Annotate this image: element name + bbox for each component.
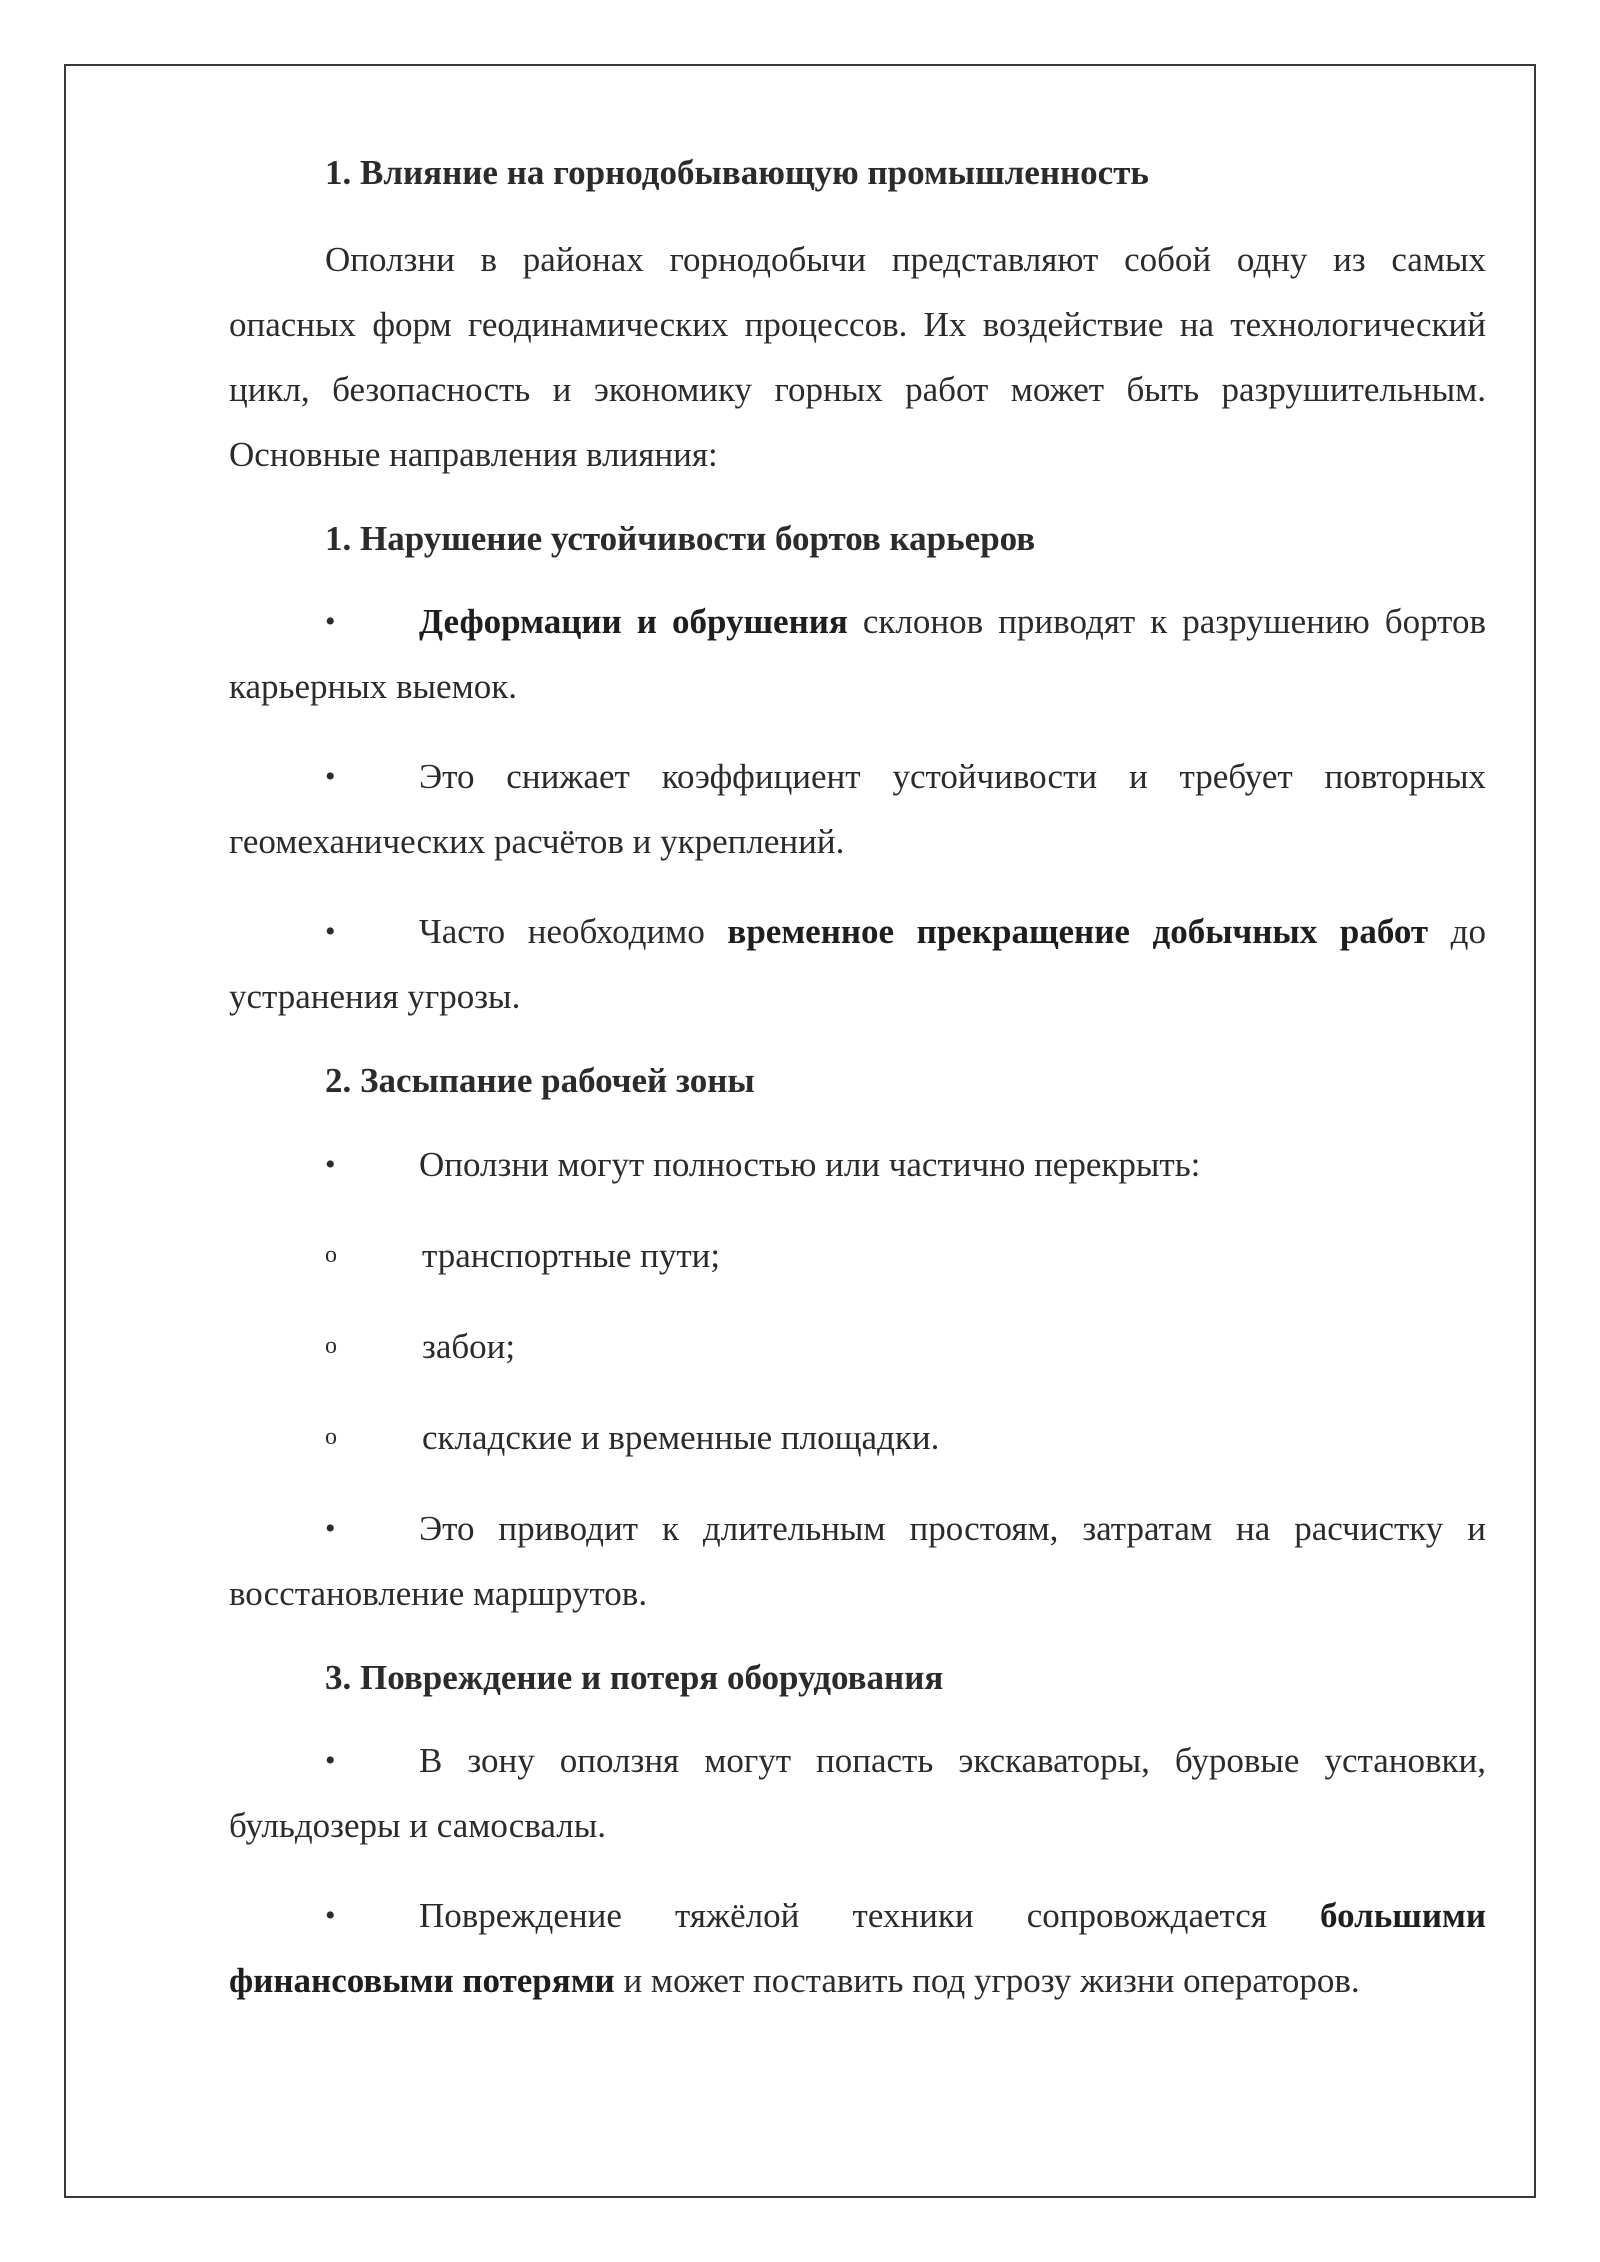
- bullet-text: и может поставить под угрозу жизни операторов.: [614, 1961, 1360, 2000]
- sub-list-text: транспортные пути;: [422, 1235, 721, 1275]
- subsection-heading-3: 3. Повреждение и потеря оборудования: [325, 1657, 944, 1697]
- sub-bullet-marker: o: [325, 1423, 337, 1450]
- bullet-bold-text: временное прекращение добычных работ: [727, 912, 1429, 951]
- bullet-item: [229, 1132, 1486, 1197]
- bullet-item: [229, 744, 1486, 874]
- bullet-item: [229, 1496, 1486, 1626]
- bullet-text: Это приводит к длительным простоям, затратам на расчистку и восстановление маршрутов.: [229, 1508, 1486, 1613]
- sub-list-item: [229, 1223, 1486, 1288]
- bullet-text: В зону оползня могут попасть экскаваторы, буровые установки, бульдозеры и самосвалы.: [229, 1741, 1486, 1845]
- bullet-item: [229, 1728, 1486, 1858]
- bullet-item: [229, 899, 1486, 1029]
- bullet-marker: •: [325, 1744, 336, 1777]
- intro-paragraph: Оползни в районах горнодобычи представляют собой одну из самых опасных форм геодинамических процессов. Их воздействие на технологический цикл, безопасность и экономику горных работ может быть разрушительным. Основные направления влияния:: [229, 239, 1486, 474]
- sub-list-item: [229, 1314, 1486, 1379]
- bullet-text: склонов приводят к разрушению бортов карьерных выемок.: [229, 602, 1486, 706]
- bullet-marker: •: [325, 915, 336, 948]
- bullet-marker: •: [325, 1511, 336, 1545]
- bullet-marker: •: [325, 1147, 336, 1181]
- bullet-bold-text: большими финансовыми потерями: [229, 1896, 1486, 2000]
- sub-list-item: [229, 1405, 1486, 1470]
- subsection-heading-2: 2. Засыпание рабочей зоны: [325, 1061, 755, 1100]
- sub-bullet-marker: o: [325, 1332, 337, 1359]
- bullet-item: [229, 1883, 1486, 2013]
- bullet-text: Это снижает коэффициент устойчивости и требует повторных геомеханических расчётов и укреплений.: [229, 757, 1486, 861]
- bullet-item: [229, 589, 1486, 719]
- bullet-bold-text: Деформации и обрушения: [419, 602, 848, 641]
- bullet-marker: •: [325, 605, 336, 638]
- sub-list-text: забои;: [422, 1326, 516, 1366]
- sub-list-text: складские и временные площадки.: [422, 1417, 940, 1457]
- bullet-text: Часто необходимо: [419, 912, 728, 951]
- document-body: [229, 150, 1486, 2013]
- bullet-marker: •: [325, 1899, 336, 1932]
- bullet-marker: •: [325, 760, 336, 793]
- bullet-text: Повреждение тяжёлой техники сопровождается: [419, 1896, 1321, 1935]
- subsection-heading-1: 1. Нарушение устойчивости бортов карьеров: [325, 518, 1036, 558]
- sub-bullet-marker: o: [325, 1241, 337, 1268]
- bullet-text: до устранения угрозы.: [229, 912, 1486, 1016]
- bullet-text: Оползни могут полностью или частично перекрыть:: [419, 1144, 1201, 1184]
- section-title: 1. Влияние на горнодобывающую промышленность: [325, 153, 1149, 192]
